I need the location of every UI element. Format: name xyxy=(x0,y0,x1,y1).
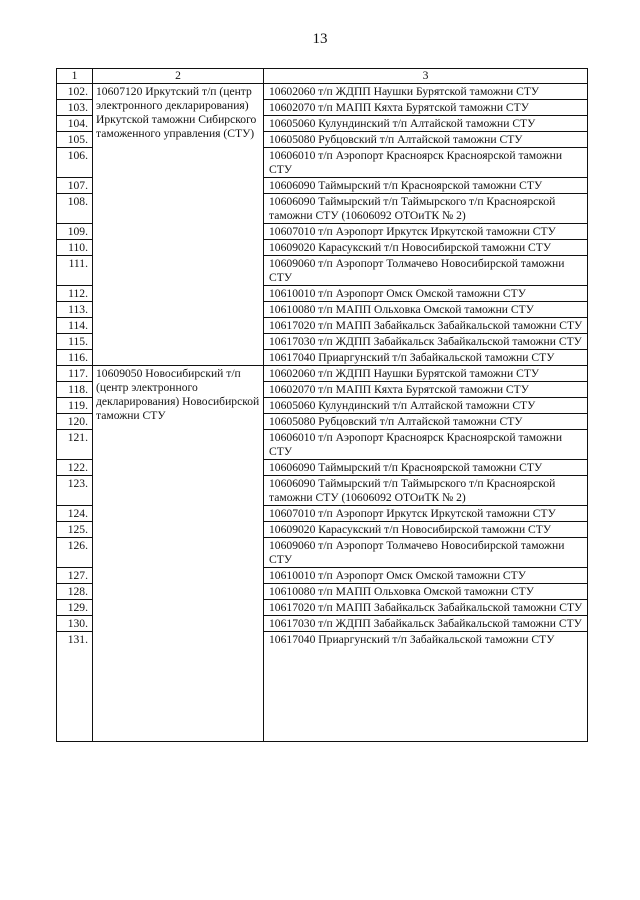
row-number: 120. xyxy=(57,414,93,430)
row-number: 123. xyxy=(57,476,93,506)
destination-post: 10609020 Карасукский т/п Новосибирской таможни СТУ xyxy=(264,522,588,538)
destination-post: 10605060 Кулундинский т/п Алтайской таможни СТУ xyxy=(264,398,588,414)
column-header-3: 3 xyxy=(264,69,588,84)
row-number: 128. xyxy=(57,584,93,600)
destination-post: 10605080 Рубцовский т/п Алтайской таможни СТУ xyxy=(264,132,588,148)
column-header-2: 2 xyxy=(93,69,264,84)
row-number: 113. xyxy=(57,302,93,318)
row-number: 114. xyxy=(57,318,93,334)
destination-post: 10606010 т/п Аэропорт Красноярск Красноярской таможни СТУ xyxy=(264,148,588,178)
destination-post: 10602060 т/п ЖДПП Наушки Бурятской таможни СТУ xyxy=(264,84,588,100)
row-number: 103. xyxy=(57,100,93,116)
destination-post: 10617020 т/п МАПП Забайкальск Забайкальской таможни СТУ xyxy=(264,318,588,334)
destination-post: 10606090 Таймырский т/п Красноярской таможни СТУ xyxy=(264,460,588,476)
destination-post: 10617030 т/п ЖДПП Забайкальск Забайкальской таможни СТУ xyxy=(264,616,588,632)
destination-post: 10617040 Приаргунский т/п Забайкальской таможни СТУ xyxy=(264,350,588,366)
row-number: 126. xyxy=(57,538,93,568)
destination-post: 10606090 Таймырский т/п Таймырского т/п Красноярской таможни СТУ (10606092 ОТОиТК № 2) xyxy=(264,194,588,224)
page-number: 13 xyxy=(312,31,328,47)
row-number: 116. xyxy=(57,350,93,366)
column-header-row xyxy=(57,69,588,84)
row-number: 118. xyxy=(57,382,93,398)
checkpoint-table xyxy=(56,68,588,742)
row-number: 124. xyxy=(57,506,93,522)
row-number: 110. xyxy=(57,240,93,256)
row-number: 117. xyxy=(57,366,93,382)
row-number: 111. xyxy=(57,256,93,286)
destination-post: 10605060 Кулундинский т/п Алтайской таможни СТУ xyxy=(264,116,588,132)
origin-post: 10607120 Иркутский т/п (центр электронного декларирования) Иркутской таможни Сибирского таможенного управления (СТУ) xyxy=(93,84,264,366)
row-number: 119. xyxy=(57,398,93,414)
row-number: 104. xyxy=(57,116,93,132)
row-number: 127. xyxy=(57,568,93,584)
destination-post: 10606090 Таймырский т/п Таймырского т/п Красноярской таможни СТУ (10606092 ОТОиТК № 2) xyxy=(264,476,588,506)
destination-post: 10606090 Таймырский т/п Красноярской таможни СТУ xyxy=(264,178,588,194)
row-number: 125. xyxy=(57,522,93,538)
destination-post: 10605080 Рубцовский т/п Алтайской таможни СТУ xyxy=(264,414,588,430)
destination-post: 10609060 т/п Аэропорт Толмачево Новосибирской таможни СТУ xyxy=(264,256,588,286)
table-body xyxy=(57,69,588,742)
destination-post: 10609020 Карасукский т/п Новосибирской таможни СТУ xyxy=(264,240,588,256)
row-number: 108. xyxy=(57,194,93,224)
row-number: 105. xyxy=(57,132,93,148)
row-number: 109. xyxy=(57,224,93,240)
destination-post: 10610010 т/п Аэропорт Омск Омской таможни СТУ xyxy=(264,286,588,302)
destination-post: 10610080 т/п МАПП Ольховка Омской таможни СТУ xyxy=(264,302,588,318)
row-number: 129. xyxy=(57,600,93,616)
column-header-1: 1 xyxy=(57,69,93,84)
destination-post: 10617020 т/п МАПП Забайкальск Забайкальской таможни СТУ xyxy=(264,600,588,616)
destination-post: 10606010 т/п Аэропорт Красноярск Красноярской таможни СТУ xyxy=(264,430,588,460)
destination-post: 10610080 т/п МАПП Ольховка Омской таможни СТУ xyxy=(264,584,588,600)
destination-post: 10617040 Приаргунский т/п Забайкальской таможни СТУ xyxy=(264,632,588,742)
destination-post: 10607010 т/п Аэропорт Иркутск Иркутской таможни СТУ xyxy=(264,506,588,522)
destination-post: 10602070 т/п МАПП Кяхта Бурятской таможни СТУ xyxy=(264,382,588,398)
destination-post: 10617030 т/п ЖДПП Забайкальск Забайкальской таможни СТУ xyxy=(264,334,588,350)
destination-post: 10607010 т/п Аэропорт Иркутск Иркутской таможни СТУ xyxy=(264,224,588,240)
row-number: 130. xyxy=(57,616,93,632)
row-number: 102. xyxy=(57,84,93,100)
row-number: 112. xyxy=(57,286,93,302)
row-number: 121. xyxy=(57,430,93,460)
destination-post: 10610010 т/п Аэропорт Омск Омской таможни СТУ xyxy=(264,568,588,584)
row-number: 106. xyxy=(57,148,93,178)
table-row xyxy=(57,84,588,100)
row-number: 131. xyxy=(57,632,93,742)
row-number: 107. xyxy=(57,178,93,194)
destination-post: 10602070 т/п МАПП Кяхта Бурятской таможни СТУ xyxy=(264,100,588,116)
origin-post: 10609050 Новосибирский т/п (центр электронного декларирования) Новосибирской таможни СТУ xyxy=(93,366,264,742)
row-number: 115. xyxy=(57,334,93,350)
destination-post: 10602060 т/п ЖДПП Наушки Бурятской таможни СТУ xyxy=(264,366,588,382)
table-row xyxy=(57,366,588,382)
destination-post: 10609060 т/п Аэропорт Толмачево Новосибирской таможни СТУ xyxy=(264,538,588,568)
row-number: 122. xyxy=(57,460,93,476)
